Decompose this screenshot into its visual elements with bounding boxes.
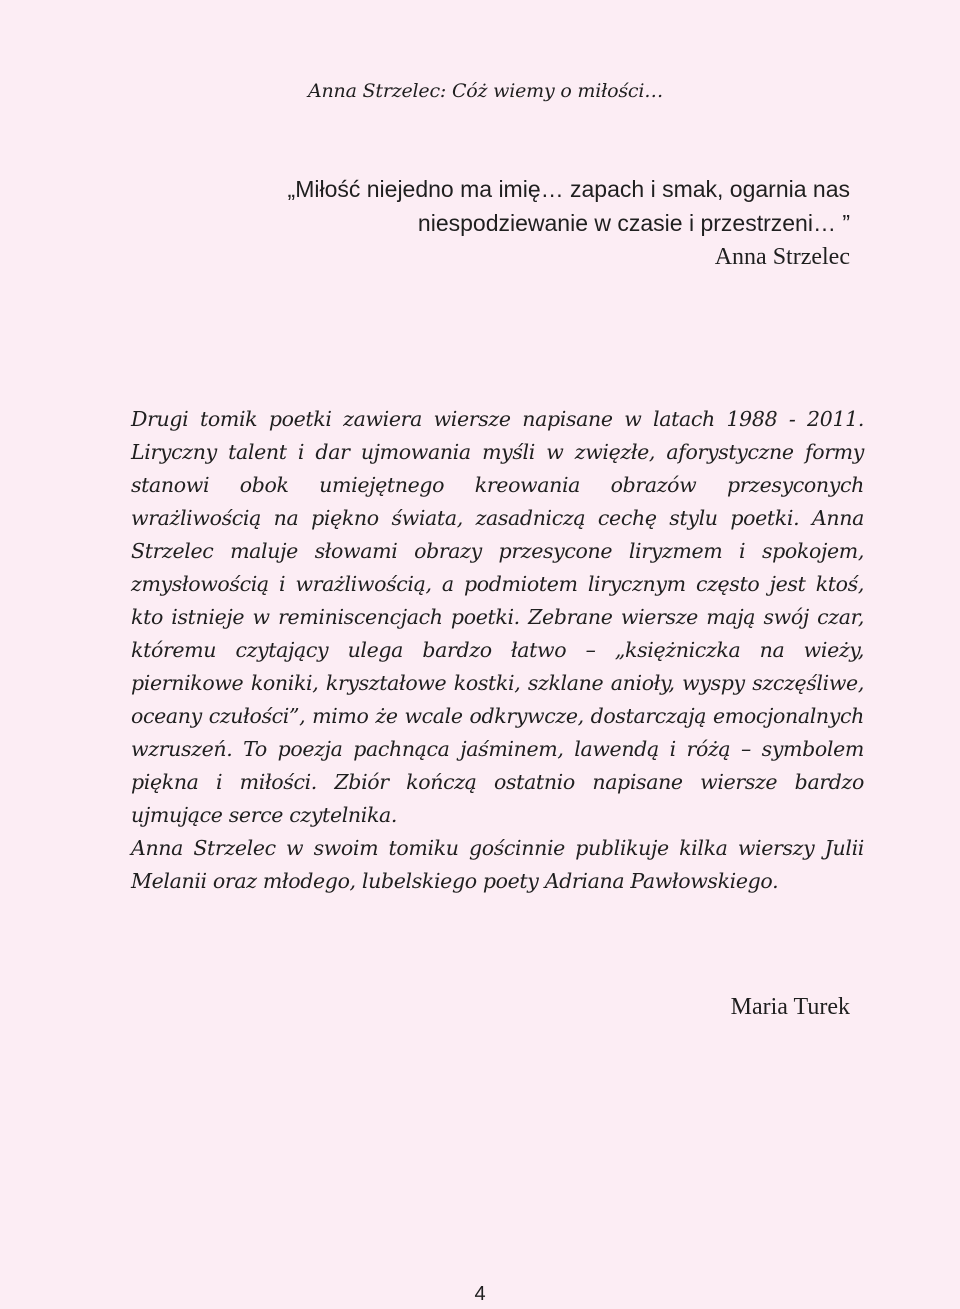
review-paragraph-2: Anna Strzelec w swoim tomiku gościnnie publikuje kilka wierszy Julii Melanii oraz młodego, lubelskiego poety Adriana Pawłowskiego. (131, 836, 864, 893)
epigraph-author: Anna Strzelec (714, 244, 850, 270)
review-signature: Maria Turek (730, 994, 850, 1020)
epigraph-quote (210, 172, 850, 274)
review-text (131, 403, 864, 898)
running-header: Anna Strzelec: Cóż wiemy o miłości… (308, 80, 663, 102)
epigraph-line-2: niespodziewanie w czasie i przestrzeni… ” (417, 210, 850, 236)
page-number: 4 (474, 1283, 486, 1305)
review-paragraph-1: Drugi tomik poetki zawiera wiersze napisane w latach 1988 - 2011. Liryczny talent i dar ujmowania myśli w zwięzłe, aforystyczne formy stanowi obok umiejętnego kreowania obrazów przesyconych wrażliwością na piękno świata, zasadniczą cechę stylu poetki. Anna Strzelec maluje słowami obrazy przesycone liryzmem i spokojem, zmysłowością i wrażliwością, a podmiotem lirycznym często jest ktoś, kto istnieje w reminiscencjach poetki. Zebrane wiersze mają swój czar, któremu czytający ulega bardzo łatwo – „księżniczka na wieży, piernikowe koniki, kryształowe kostki, szklane anioły, wyspy szczęśliwe, oceany czułości”, mimo że wcale odkrywcze, dostarczają emocjonalnych wzruszeń. To poezja pachnąca jaśminem, lawendą i różą – symbolem piękna i miłości. Zbiór kończą ostatnio napisane wiersze bardzo ujmujące serce czytelnika. (131, 407, 864, 827)
epigraph-line-1: „Miłość niejedno ma imię… zapach i smak, ogarnia nas (287, 176, 850, 202)
